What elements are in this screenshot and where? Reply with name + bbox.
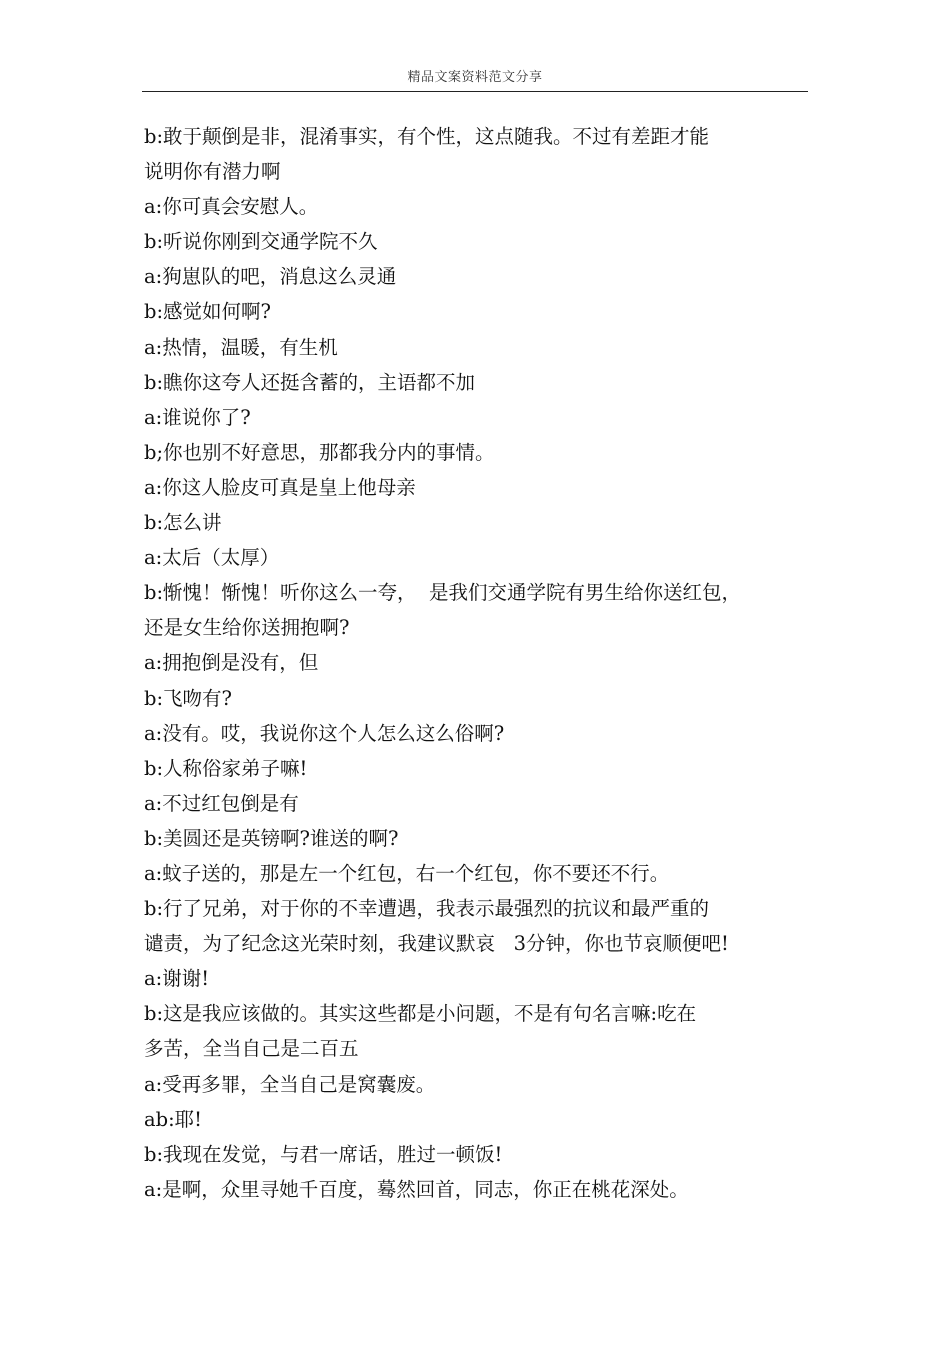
- dialogue-line: b:怎么讲: [144, 511, 222, 535]
- dialogue-line: b:美圆还是英镑啊?谁送的啊?: [144, 826, 399, 850]
- dialogue-line: a:是啊，众里寻她千百度，蓦然回首，同志，你正在桃花深处。: [144, 1177, 689, 1201]
- dialogue-line: a:谢谢!: [144, 967, 210, 991]
- dialogue-line: a:你可真会安慰人。: [144, 195, 319, 219]
- dialogue-line: b:飞吻有?: [144, 686, 233, 710]
- dialogue-line: a:狗崽队的吧，消息这么灵通: [144, 265, 397, 289]
- header-divider: [142, 91, 808, 92]
- dialogue-line: b:听说你刚到交通学院不久: [144, 230, 378, 254]
- dialogue-line: 还是女生给你送拥抱啊?: [144, 616, 350, 640]
- dialogue-line: b:瞧你这夸人还挺含蓄的，主语都不加: [144, 370, 476, 394]
- dialogue-line: a:谁说你了?: [144, 405, 251, 429]
- dialogue-line: ab:耶!: [144, 1107, 203, 1131]
- dialogue-line: a:你这人脸皮可真是皇上他母亲: [144, 475, 416, 499]
- dialogue-line: 说明你有潜力啊: [144, 160, 281, 184]
- dialogue-line: b:人称俗家弟子嘛!: [144, 756, 308, 780]
- dialogue-line: a:热情，温暖，有生机: [144, 335, 338, 359]
- dialogue-line: a:没有。哎，我说你这个人怎么这么俗啊?: [144, 721, 505, 745]
- page-header: 精品文案资料范文分享: [407, 70, 543, 85]
- dialogue-line: b:这是我应该做的。其实这些都是小问题，不是有句名言嘛:吃在: [144, 1002, 697, 1026]
- dialogue-line: b;你也别不好意思，那都我分内的事情。: [144, 440, 495, 464]
- dialogue-line: 谴责，为了纪念这光荣时刻，我建议默哀 3分钟，你也节哀顺便吧!: [144, 932, 729, 956]
- dialogue-line: b:惭愧！惭愧！听你这么一夸， 是我们交通学院有男生给你送红包，: [144, 581, 741, 605]
- dialogue-line: b:感觉如何啊?: [144, 300, 272, 324]
- dialogue-line: 多苦，全当自己是二百五: [144, 1037, 359, 1061]
- dialogue-line: a:拥抱倒是没有，但: [144, 651, 319, 675]
- dialogue-line: a:受再多罪，全当自己是窝囊废。: [144, 1072, 436, 1096]
- dialogue-line: a:蚊子送的，那是左一个红包，右一个红包，你不要还不行。: [144, 861, 670, 885]
- dialogue-line: b:敢于颠倒是非，混淆事实，有个性，这点随我。不过有差距才能: [144, 125, 710, 148]
- dialogue-line: b:行了兄弟，对于你的不幸遭遇，我表示最强烈的抗议和最严重的: [144, 897, 710, 921]
- dialogue-line: b:我现在发觉，与君一席话，胜过一顿饭!: [144, 1142, 503, 1166]
- dialogue-body: [144, 122, 804, 1210]
- dialogue-line: a:不过红包倒是有: [144, 791, 299, 815]
- dialogue-line: a:太后（太厚）: [144, 546, 280, 570]
